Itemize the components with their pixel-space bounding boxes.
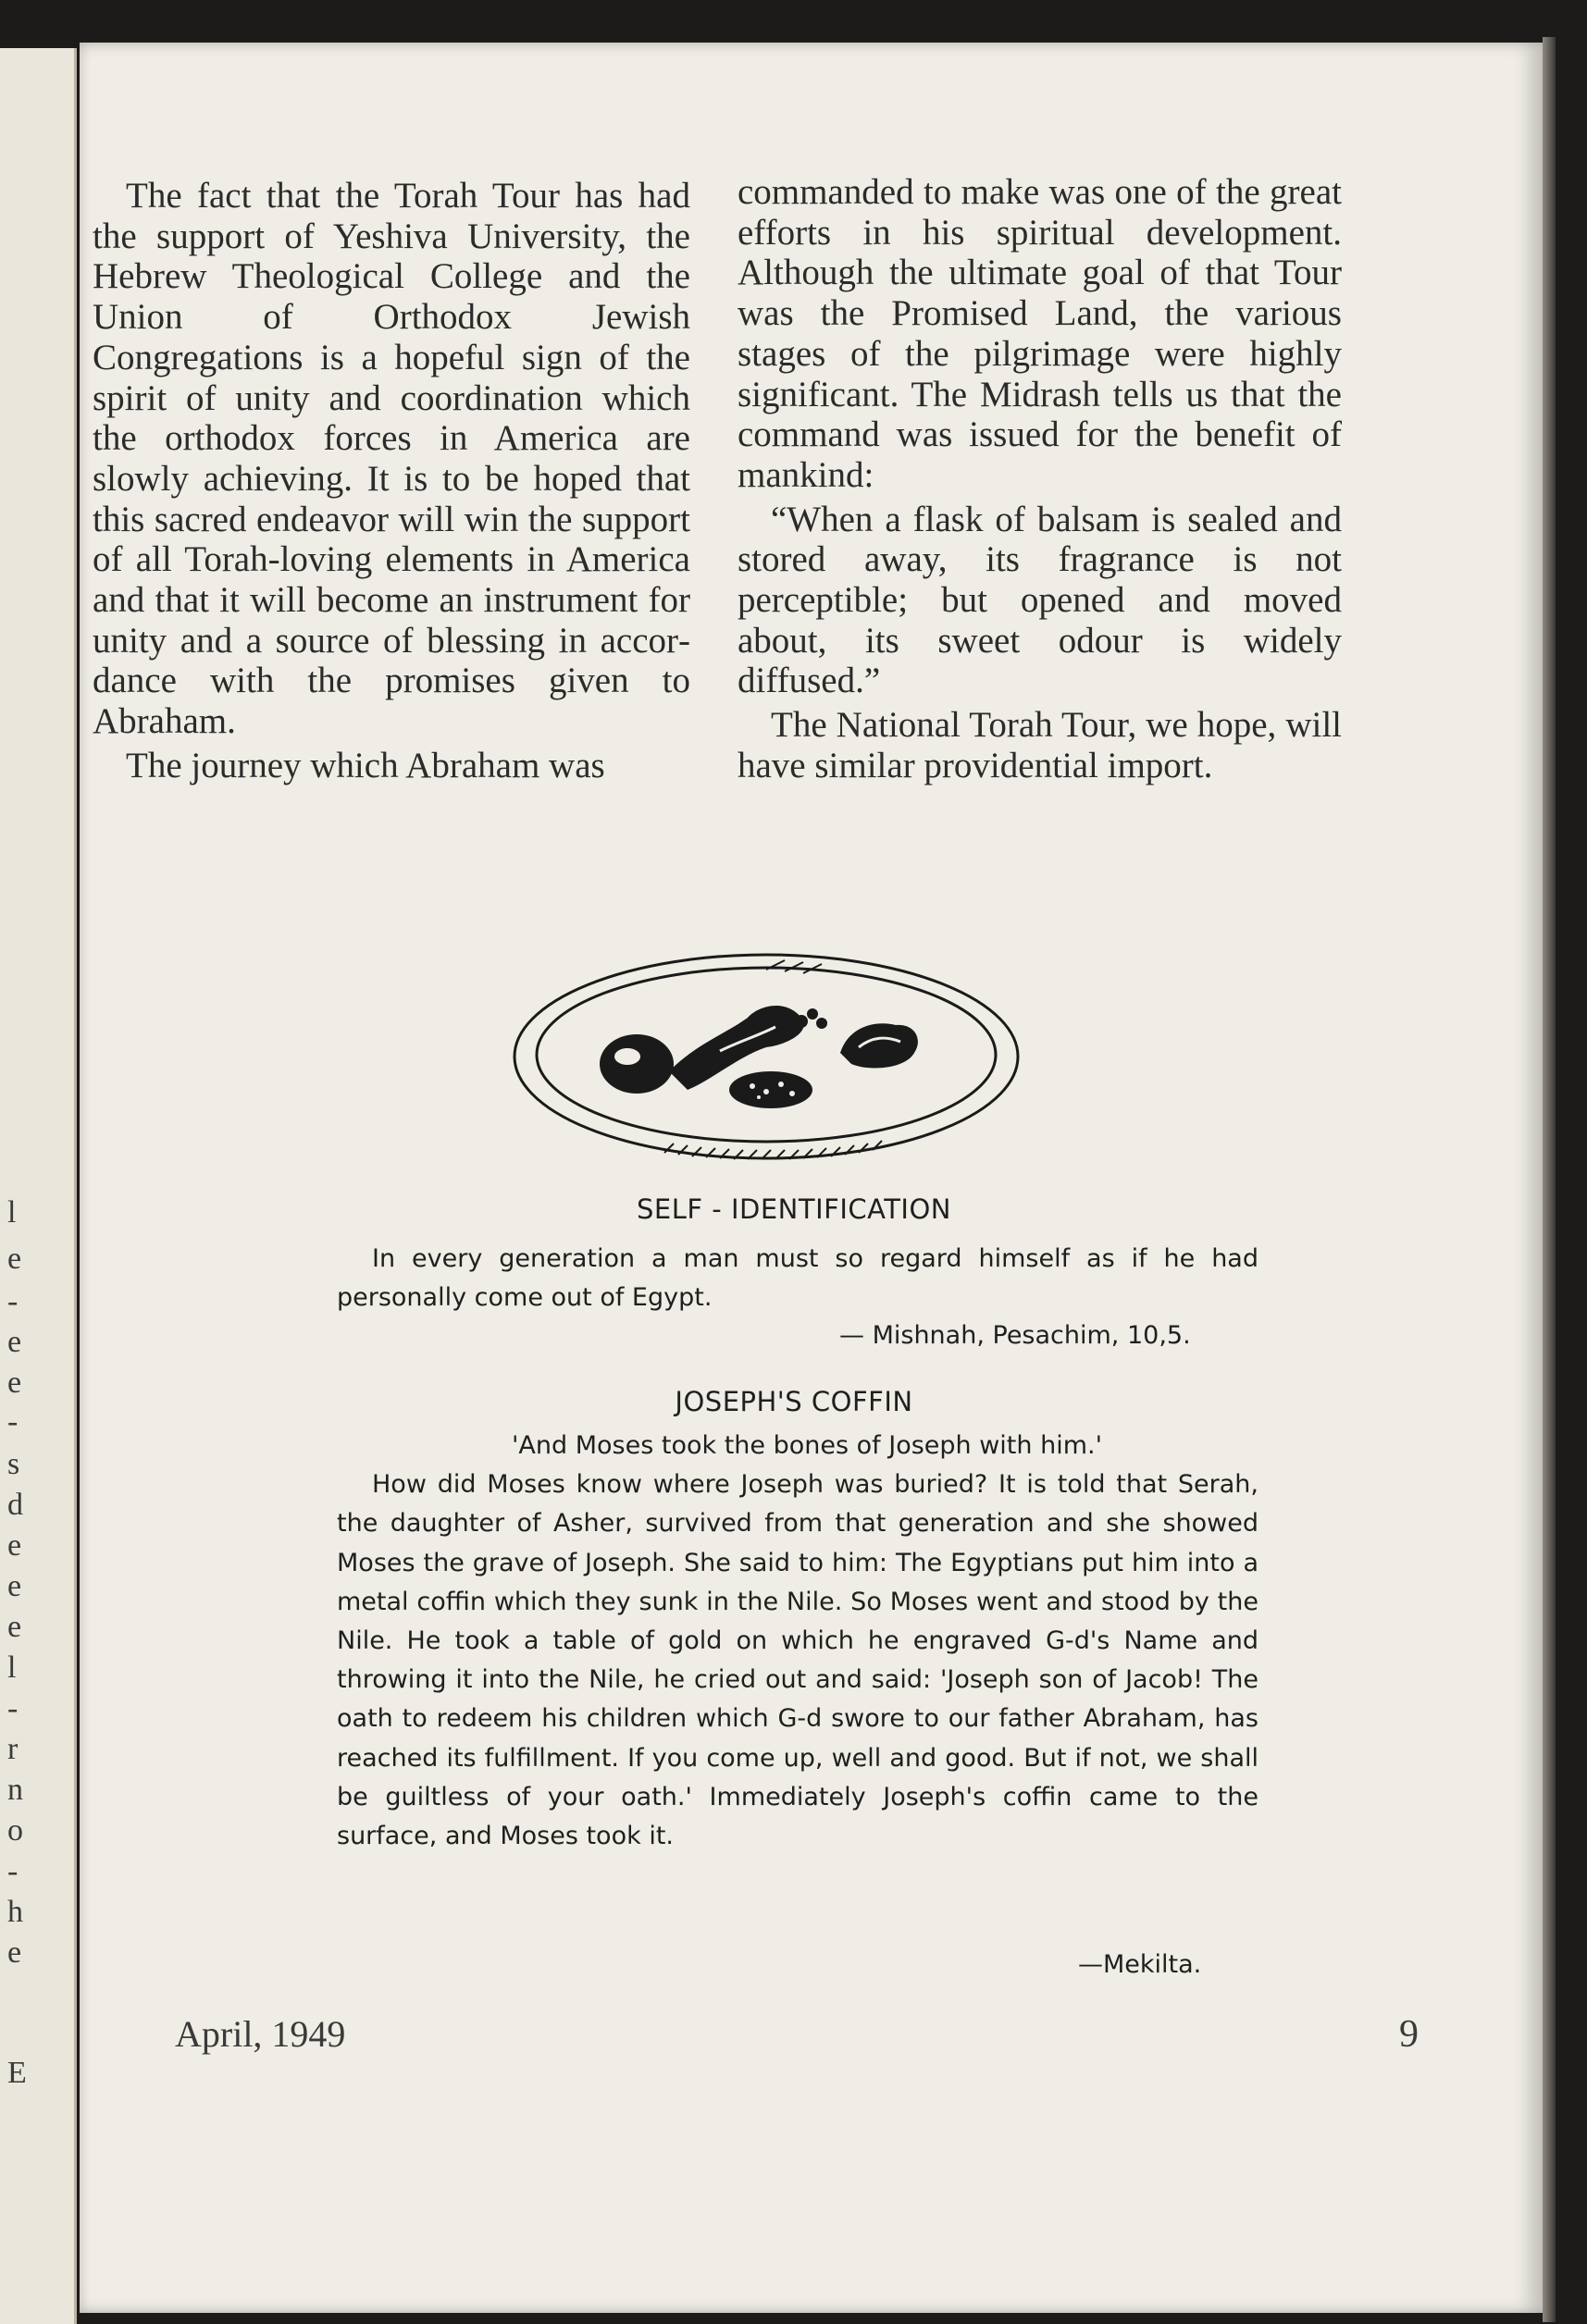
right-paragraph: “When a flask of balsam is sealed and stored away, its fragrance is not perceptible; but opened and moved about, its sweet odour is widely diffused.” <box>738 499 1342 701</box>
right-paragraph: commanded to make was one of the great efforts in his spiritual development. Although the ultimate goal of that Tour was the Promised Land, the various stages of the pilgrimage were highly significant. The Midrash tells us that the command was issued for the benefit of mankind: <box>738 172 1342 495</box>
josephs-coffin-epigraph: 'And Moses took the bones of Joseph with him.' <box>511 1431 1103 1460</box>
prev-page-char: e <box>7 1610 22 1644</box>
prev-page-char: d <box>7 1488 23 1522</box>
prev-page-char: e <box>7 1935 22 1970</box>
prev-page-char: e <box>7 1242 22 1276</box>
prev-page-char: e <box>7 1569 22 1603</box>
page-number: 9 <box>1399 2013 1419 2056</box>
prev-page-char: - <box>7 1284 19 1318</box>
josephs-coffin-text <box>337 1427 1258 1856</box>
prev-page-char: - <box>7 1691 19 1725</box>
self-identification-title: SELF - IDENTIFICATION <box>637 1193 951 1225</box>
prev-page-char: e <box>7 1366 22 1400</box>
prev-page-char: e <box>7 1528 22 1563</box>
prev-page-char: - <box>7 1854 19 1888</box>
egg-highlight <box>614 1048 640 1065</box>
plate-outer-rim <box>515 955 1018 1158</box>
previous-page-edge <box>0 48 77 2324</box>
self-identification-body: In every generation a man must so regard himself as if he had personally come out of Egypt. <box>337 1244 1258 1313</box>
self-identification-text <box>337 1240 1258 1317</box>
right-paragraph: The National Torah Tour, we hope, will have similar providential import. <box>738 705 1342 785</box>
prev-page-char: o <box>7 1813 23 1848</box>
prev-page-char: l <box>7 1650 17 1685</box>
self-identification-source: — Mishnah, Pesachim, 10,5. <box>839 1321 1191 1350</box>
prev-page-char: l <box>7 1195 17 1230</box>
issue-date: April, 1949 <box>175 2013 346 2055</box>
prev-page-char: s <box>7 1447 20 1481</box>
prev-page-char: E <box>7 2056 27 2090</box>
herbs-icon <box>795 1008 827 1029</box>
charoset-icon <box>729 1071 812 1108</box>
lettuce-icon <box>840 1023 918 1068</box>
seder-plate-icon <box>507 933 1025 1168</box>
left-paragraph: The fact that the Torah Tour has had the support of Yeshiva University, the Hebrew Theological College and the Union of Orthodox Jewish Congregations is a hopeful sign of the spirit of unity and coordination which the orthodox forces in America are slowly achieving. It is to be hoped that this sacred endeavor will win the support of all Torah-loving elements in America and that it will become an instrument for unity and a source of blessing in accordance with the promises given to Abraham. <box>93 176 690 742</box>
josephs-coffin-title: JOSEPH'S COFFIN <box>675 1386 913 1417</box>
page-edge-shadow <box>1543 37 1556 2322</box>
prev-page-char: - <box>7 1404 19 1439</box>
prev-page-char: r <box>7 1732 19 1766</box>
prev-page-char: n <box>7 1773 23 1807</box>
prev-page-char: h <box>7 1895 23 1929</box>
left-column <box>93 176 690 786</box>
left-paragraph: The journey which Abraham was <box>126 745 605 785</box>
right-column <box>738 172 1342 786</box>
josephs-coffin-source: —Mekilta. <box>1078 1950 1202 1979</box>
josephs-coffin-body: How did Moses know where Joseph was buried? It is told that Serah, the daughter of Asher, survived from that generation and she showed Moses the grave of Joseph. She said to him: The Egyptians put him into a metal coffin which they sunk in the Nile. So Moses went and stood by the Nile. He took a table of gold on which he engraved G-d's Name and throwing it into the Nile, he cried out and said: 'Joseph son of Jacob! The oath to redeem his children which G-d swore to our father Abraham, has reached its fulfillment. If you come up, well and good. But if not, we shall be guiltless of your oath.' Immediately Joseph's coffin came to the surface, and Moses took it. <box>337 1470 1258 1851</box>
prev-page-char: e <box>7 1325 22 1359</box>
egg-icon <box>600 1034 674 1094</box>
